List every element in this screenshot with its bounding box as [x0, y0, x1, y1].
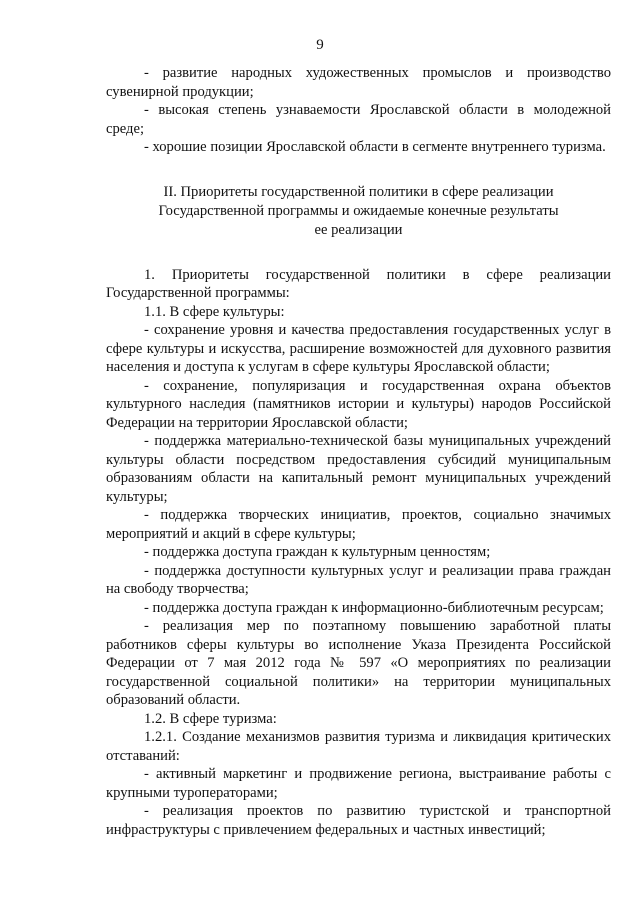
tourism-subitem-title: 1.2.1. Создание механизмов развития туризма и ликвидация критических отставаний: — [106, 729, 611, 764]
intro-item: - хорошие позиции Ярославской области в сегменте внутреннего туризма. — [144, 139, 606, 155]
intro-item: - развитие народных художественных промыслов и производство сувенирной продукции; — [106, 65, 611, 100]
culture-item: - сохранение уровня и качества предоставления государственных услуг в сфере культуры и искусства, расширение возможностей для духовного развития населения и доступа к услугам в сфере культуры Ярославской области; — [106, 322, 611, 375]
culture-item: - сохранение, популяризация и государственная охрана объектов культурного наследия (памятников истории и культуры) народов Российской Федерации на территории Ярославской области; — [106, 377, 611, 431]
intro-item: - высокая степень узнаваемости Ярославской области в молодежной среде; — [106, 102, 611, 137]
section-heading-line: II. Приоритеты государственной политики в сфере реализации — [163, 183, 554, 200]
culture-item: - поддержка материально-технической базы муниципальных учреждений культуры области посредством предоставления субсидий муниципальным образованиям области на капитальный ремонт муниципальных учреждений культуры; — [106, 433, 611, 505]
page-number: 9 — [316, 37, 324, 53]
culture-item: - реализация мер по поэтапному повышению заработной платы работников сферы культуры во исполнение Указа Президента Российской Федерации от 7 мая 2012 года № 597 «О мероприятиях по реализации государственной социальной политики» на территории муниципальных образований области. — [106, 618, 611, 708]
culture-item: - поддержка доступа граждан к культурным ценностям; — [144, 544, 491, 560]
priorities-intro: 1. Приоритеты государственной политики в сфере реализации Государственной программы: — [106, 266, 611, 301]
culture-item: - поддержка доступности культурных услуг и реализации права граждан на свободу творчества; — [106, 562, 611, 597]
page-content — [106, 64, 611, 839]
section-heading-line: Государственной программы и ожидаемые конечные результаты — [158, 202, 559, 219]
section-heading — [106, 183, 611, 240]
culture-item: - поддержка доступа граждан к информационно-библиотечным ресурсам; — [144, 599, 604, 616]
subsection-culture-title: 1.1. В сфере культуры: — [144, 303, 285, 320]
subsection-tourism-title: 1.2. В сфере туризма: — [144, 710, 277, 727]
section-heading-line: ее реализации — [314, 221, 403, 238]
culture-item: - поддержка творческих инициатив, проектов, социально значимых мероприятий и акций в сфере культуры; — [106, 507, 611, 542]
tourism-item: - активный маркетинг и продвижение региона, выстраивание работы с крупными туроператорами; — [106, 766, 611, 801]
tourism-item: - реализация проектов по развитию туристской и транспортной инфраструктуры с привлечением федеральных и частных инвестиций; — [106, 803, 611, 838]
